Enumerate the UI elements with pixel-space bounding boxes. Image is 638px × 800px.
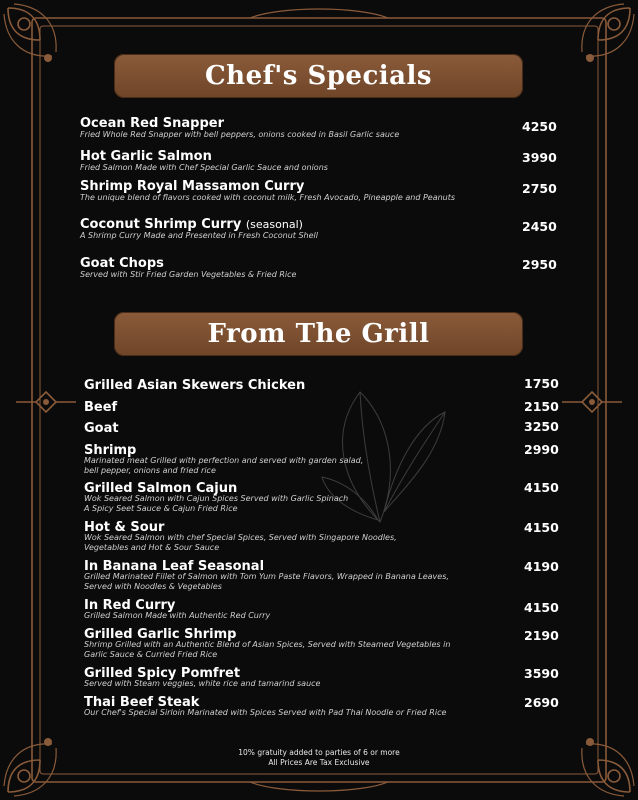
footer-tax-note: All Prices Are Tax Exclusive	[268, 758, 370, 767]
item-description: Wok Seared Salmon with chef Special Spices, Served with Singapore Noodles,	[84, 533, 397, 542]
footer-gratuity-note: 10% gratuity added to parties of 6 or more	[238, 748, 400, 757]
item-name: Grilled Spicy Pomfret	[84, 666, 241, 681]
item-description: Shrimp Grilled with an Authentic Blend of Asian Spices, Served with Steamed Vegetables in	[84, 640, 451, 649]
section-title: From The Grill	[207, 319, 430, 349]
item-description: A Shrimp Curry Made and Presented in Fresh Coconut Shell	[80, 231, 318, 240]
item-description: Vegetables and Hot & Sour Sauce	[84, 543, 220, 552]
item-name: Hot & Sour	[84, 520, 165, 535]
item-price: 2450	[522, 219, 557, 234]
item-name: Coconut Shrimp Curry (seasonal)	[80, 217, 303, 232]
item-name: In Banana Leaf Seasonal	[84, 559, 265, 574]
item-description: Served with Steam veggies, white rice and tamarind sauce	[84, 679, 321, 688]
item-price: 4150	[524, 480, 559, 495]
item-price: 1750	[524, 376, 559, 391]
item-price: 2750	[522, 181, 557, 196]
item-name: In Red Curry	[84, 598, 176, 613]
item-price: 4190	[524, 559, 559, 574]
item-name: Thai Beef Steak	[84, 695, 200, 710]
item-name: Shrimp	[84, 443, 137, 458]
item-price: 2690	[524, 695, 559, 710]
item-description: Grilled Marinated Fillet of Salmon with Tom Yum Paste Flavors, Wrapped in Banana Leaves,	[84, 572, 449, 581]
item-price: 3250	[524, 419, 559, 434]
section-banner-from-the-grill	[114, 312, 523, 356]
item-description: Marinated meat Grilled with perfection and served with garden salad,	[84, 456, 364, 465]
item-description: The unique blend of flavors cooked with coconut milk, Fresh Avocado, Pineapple and Peanuts	[80, 193, 456, 202]
section-banner-chefs-specials	[114, 54, 523, 98]
item-price: 3590	[524, 666, 559, 681]
item-price: 2990	[524, 442, 559, 457]
item-name: Shrimp Royal Massamon Curry	[80, 179, 305, 194]
item-name: Hot Garlic Salmon	[80, 149, 212, 164]
item-description: Garlic Sauce & Curried Fried Rice	[84, 650, 218, 659]
item-price: 4150	[524, 600, 559, 615]
item-name: Grilled Garlic Shrimp	[84, 627, 237, 642]
item-description: Fried Whole Red Snapper with bell peppers, onions cooked in Basil Garlic sauce	[80, 130, 400, 139]
item-note: (seasonal)	[245, 218, 303, 231]
item-description: Fried Salmon Made with Chef Special Garlic Sauce and onions	[80, 163, 328, 172]
item-name: Grilled Salmon Cajun	[84, 481, 238, 496]
item-price: 4150	[524, 520, 559, 535]
item-name: Grilled Asian Skewers Chicken	[84, 378, 306, 393]
leaf-decoration-icon	[320, 372, 450, 532]
item-price: 3990	[522, 150, 557, 165]
item-description: Grilled Salmon Made with Authentic Red Curry	[84, 611, 271, 620]
item-description: Wok Seared Salmon with Cajun Spices Served with Garlic Spinach	[84, 494, 349, 503]
item-name: Goat	[84, 421, 119, 436]
item-price: 2190	[524, 628, 559, 643]
section-title: Chef's Specials	[204, 61, 433, 91]
item-description: Served with Noodles & Vegetables	[84, 582, 222, 591]
item-name: Ocean Red Snapper	[80, 116, 225, 131]
item-description: bell pepper, onions and fried rice	[84, 466, 216, 475]
item-description: Our Chef's Special Sirloin Marinated with Spices Served with Pad Thai Noodle or Fried Rice	[84, 708, 447, 717]
item-name: Goat Chops	[80, 256, 164, 271]
item-description: A Spicy Seet Sauce & Cajun Fried Rice	[84, 504, 238, 513]
item-name: Beef	[84, 400, 118, 415]
item-price: 2150	[524, 399, 559, 414]
item-price: 2950	[522, 257, 557, 272]
item-description: Served with Stir Fried Garden Vegetables & Fried Rice	[80, 270, 297, 279]
item-price: 4250	[522, 119, 557, 134]
